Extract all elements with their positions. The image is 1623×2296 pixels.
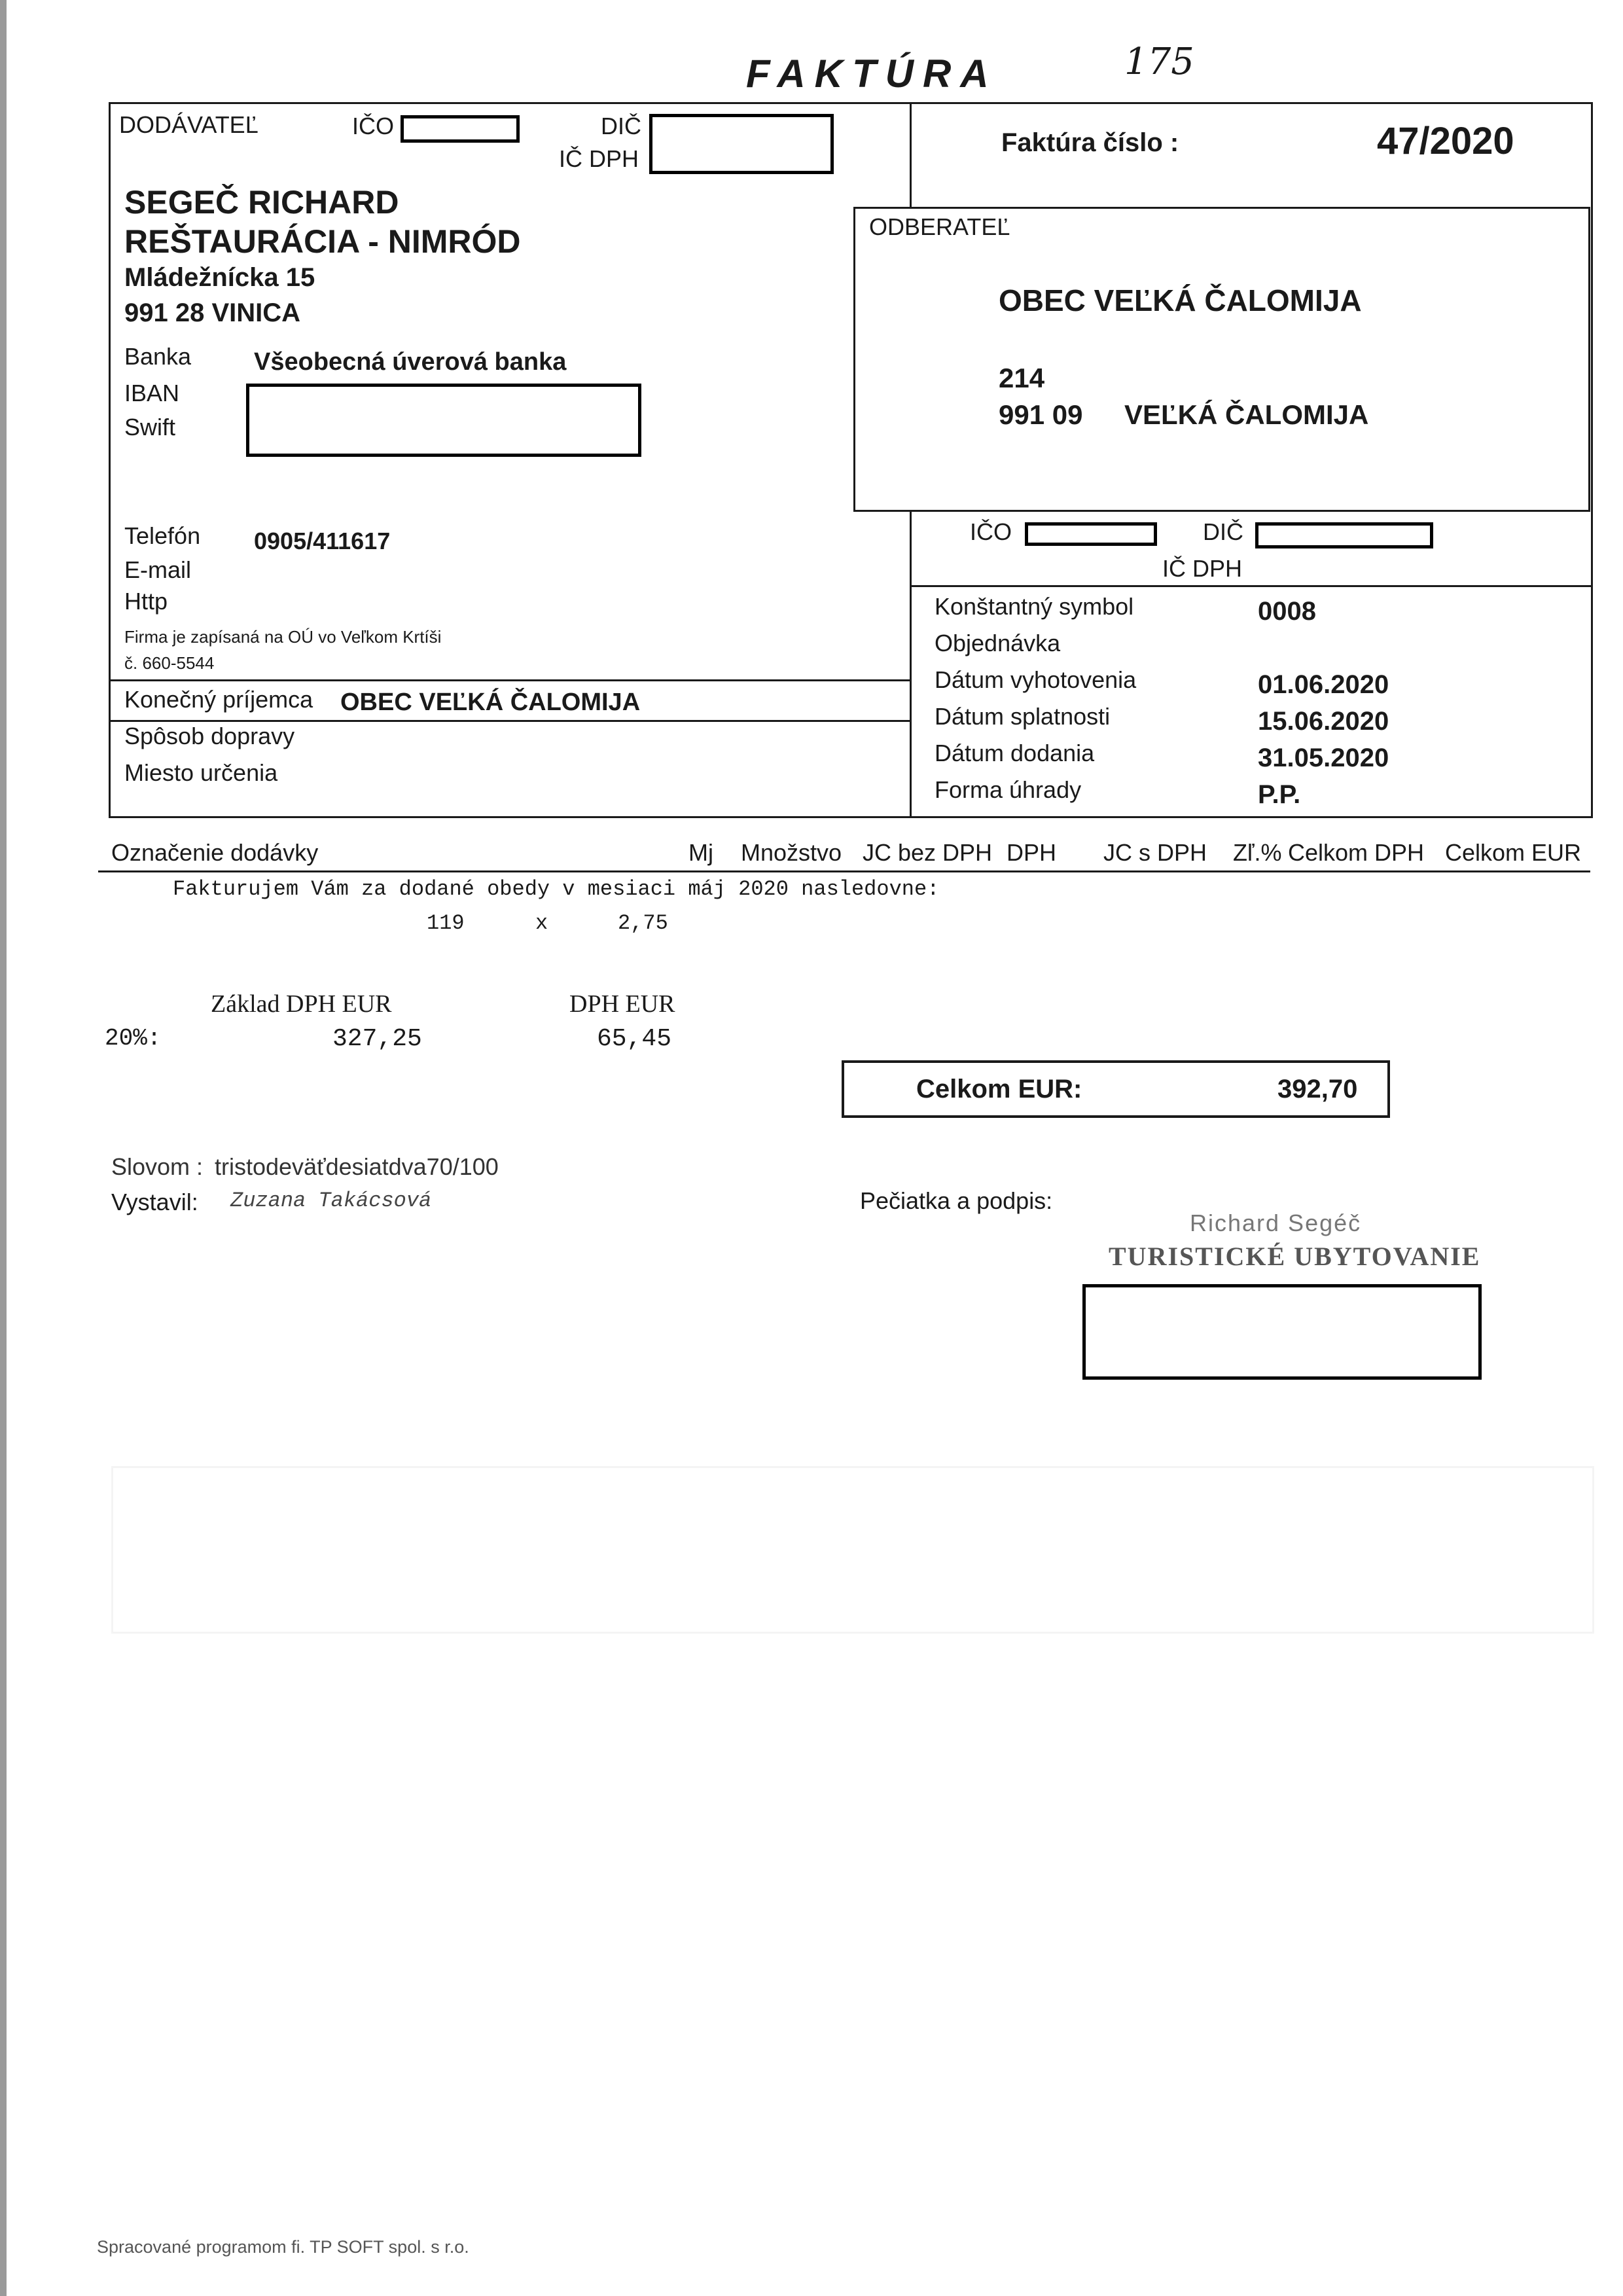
issued-by-value: Zuzana Takácsová (230, 1189, 432, 1213)
email-label: E-mail (124, 556, 192, 583)
registry-line-1: Firma je zapísaná na OÚ vo Veľkom Krtíši (124, 627, 442, 647)
items-col-total-vat: Celkom DPH (1288, 839, 1425, 866)
items-col-designation: Označenie dodávky (111, 839, 319, 866)
supplier-ico-label: IČO (352, 113, 395, 139)
total-value: 392,70 (1277, 1075, 1358, 1103)
detail-label-due-date: Dátum splatnosti (935, 703, 1111, 730)
iban-swift-redacted (246, 384, 641, 457)
items-col-unit-price-excl: JC bez DPH (863, 839, 993, 866)
customer-label: ODBERATEĽ (869, 213, 1010, 240)
transport-label: Spôsob dopravy (124, 723, 295, 749)
phone-value: 0905/411617 (254, 528, 391, 554)
vat-base-label: Základ DPH EUR (211, 990, 392, 1018)
phone-label: Telefón (124, 522, 201, 549)
customer-postcode: 991 09 (999, 399, 1083, 430)
items-col-quantity: Množstvo (741, 839, 842, 866)
scan-edge (0, 0, 7, 2296)
bleed-through-ghost (111, 1466, 1594, 1634)
items-col-unit-price-incl: JC s DPH (1103, 839, 1207, 866)
final-recipient-label: Konečný príjemca (124, 686, 313, 713)
detail-value-due-date: 15.06.2020 (1258, 707, 1389, 736)
stamp-signature-label: Pečiatka a podpis: (860, 1187, 1053, 1214)
details-divider (910, 512, 912, 818)
supplier-dic-redacted (649, 114, 834, 174)
amount-in-words-value: tristodeväťdesiatdva70/100 (215, 1153, 499, 1180)
supplier-icdph-label: IČ DPH (559, 145, 639, 172)
items-description: Fakturujem Vám za dodané obedy v mesiaci máj 2020 nasledovne: (173, 877, 940, 901)
customer-box (853, 207, 1590, 512)
items-col-total-eur: Celkom EUR (1445, 839, 1582, 866)
items-col-discount: Zľ.% (1233, 839, 1282, 866)
invoice-title: FAKTÚRA (746, 52, 998, 96)
items-times: x (535, 911, 548, 935)
stamp-text: TURISTICKÉ UBYTOVANIE (1109, 1242, 1481, 1271)
details-top-line (910, 585, 1593, 587)
issued-by-label: Vystavil: (111, 1189, 198, 1215)
items-header-line (98, 870, 1590, 872)
invoice-number-value: 47/2020 (1377, 120, 1514, 162)
detail-label-order: Objednávka (935, 630, 1061, 656)
amount-in-words-label: Slovom : (111, 1153, 204, 1180)
detail-value-delivery-date: 31.05.2020 (1258, 744, 1389, 772)
detail-value-constant-symbol: 0008 (1258, 597, 1316, 626)
http-label: Http (124, 588, 168, 615)
items-price: 2,75 (618, 911, 668, 935)
detail-value-issue-date: 01.06.2020 (1258, 670, 1389, 699)
iban-label: IBAN (124, 380, 180, 406)
supplier-name-2: REŠTAURÁCIA - NIMRÓD (124, 223, 521, 260)
items-quantity: 119 (427, 911, 465, 935)
invoice-number-label: Faktúra číslo : (1001, 128, 1179, 157)
detail-label-constant-symbol: Konštantný symbol (935, 593, 1134, 620)
bank-value: Všeobecná úverová banka (254, 348, 567, 376)
recipient-top-line (109, 679, 910, 681)
customer-dic-label: DIČ (1203, 518, 1243, 545)
bank-label: Banka (124, 343, 192, 370)
signature-redacted (1082, 1284, 1482, 1380)
customer-dic-redacted (1255, 522, 1433, 548)
header-divider (910, 102, 912, 207)
software-footer: Spracované programom fi. TP SOFT spol. s r.o. (97, 2237, 469, 2257)
swift-label: Swift (124, 414, 176, 440)
vat-amount-value: 65,45 (597, 1025, 672, 1053)
total-label: Celkom EUR: (916, 1075, 1082, 1103)
customer-city: VEĽKÁ ČALOMIJA (1124, 399, 1369, 430)
customer-ico-redacted (1025, 522, 1157, 546)
detail-label-payment-form: Forma úhrady (935, 776, 1082, 803)
recipient-bottom-line (109, 720, 910, 722)
customer-house-number: 214 (999, 363, 1045, 393)
supplier-ico-redacted (401, 115, 520, 143)
customer-name: OBEC VEĽKÁ ČALOMIJA (999, 283, 1362, 317)
detail-label-delivery-date: Dátum dodania (935, 740, 1095, 766)
items-col-unit: Mj (688, 839, 713, 866)
destination-label: Miesto určenia (124, 759, 278, 786)
supplier-dic-label: DIČ (601, 113, 641, 139)
vat-rate: 20%: (105, 1025, 162, 1052)
supplier-city: 991 28 VINICA (124, 298, 301, 327)
supplier-street: Mládežnícka 15 (124, 263, 315, 292)
vat-base-value: 327,25 (332, 1025, 422, 1053)
vat-amount-label: DPH EUR (569, 990, 675, 1018)
supplier-label: DODÁVATEĽ (119, 111, 259, 138)
supplier-name-1: SEGEČ RICHARD (124, 184, 399, 221)
handwritten-number: 175 (1124, 41, 1194, 83)
detail-value-payment-form: P.P. (1258, 780, 1301, 809)
signature-name: Richard Segéč (1190, 1210, 1362, 1236)
customer-icdph-label: IČ DPH (1162, 555, 1243, 582)
registry-line-2: č. 660-5544 (124, 653, 215, 673)
detail-label-issue-date: Dátum vyhotovenia (935, 666, 1137, 693)
customer-ico-label: IČO (970, 518, 1012, 545)
items-col-vat: DPH (1007, 839, 1057, 866)
final-recipient-value: OBEC VEĽKÁ ČALOMIJA (340, 689, 641, 716)
